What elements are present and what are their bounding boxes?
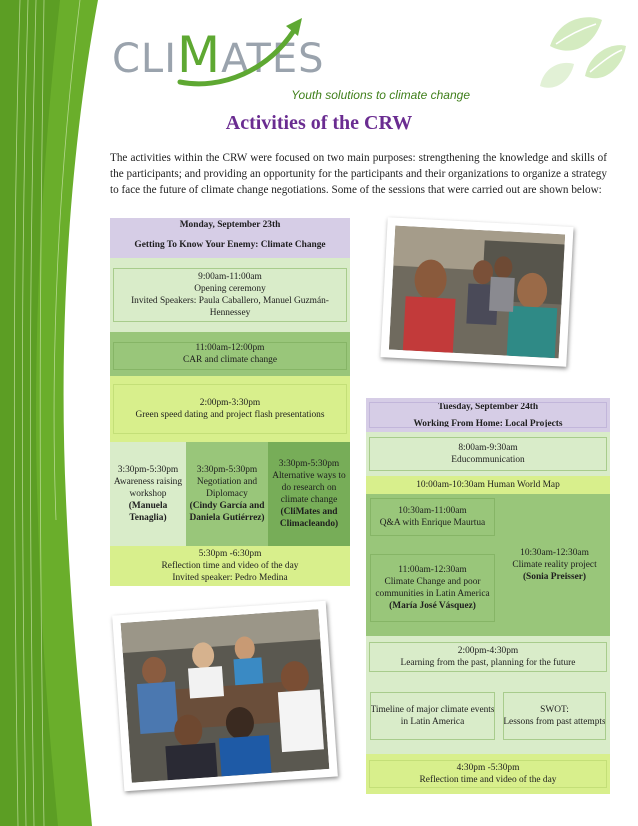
session-title: Q&A with Enrique Maurtua [379, 518, 486, 528]
session-time: 3:30pm-5:30pm [196, 465, 258, 475]
session-title: Reflection time and video of the day [161, 561, 299, 571]
session-presenter: (CliMates and Climacleando) [279, 507, 339, 529]
session-time: 10:30am-12:30am [520, 548, 589, 558]
tagline: Youth solutions to climate change [291, 88, 470, 102]
photo-image [389, 226, 565, 359]
session-time: 9:00am-11:00am [198, 272, 262, 282]
session-speakers: Invited Speakers: Paula Caballero, Manuel Guzmán-Hennessey [131, 296, 329, 318]
session-title: Climate reality project [512, 560, 597, 570]
page-title: Activities of the CRW [225, 112, 413, 134]
logo-part-ates: ATES [221, 36, 325, 82]
cell-border [369, 437, 607, 471]
logo-part-m: M [177, 26, 222, 84]
monday-date: Monday, September 23th [110, 218, 350, 232]
session-time: 2:00pm-4:30pm [457, 646, 519, 656]
cell-border [370, 554, 495, 622]
tuesday-session-learning [366, 636, 610, 678]
cell-border [369, 642, 607, 672]
session-title: CAR and climate change [183, 355, 277, 365]
session-presenter: (Cindy García and Daniela Gutiérrez) [189, 501, 265, 523]
leaves-icon [530, 6, 630, 96]
session-title: SWOT: [540, 705, 569, 715]
cell-border [113, 342, 347, 370]
session-speakers: Invited speaker: Pedro Medina [172, 573, 288, 583]
session-time: 5:30pm -6:30pm [198, 549, 262, 559]
monday-session-speed-dating [110, 376, 350, 442]
session-time: 10:30am-11:00am [398, 506, 467, 516]
session-title: Timeline of major climate events in Latin America [370, 705, 495, 727]
workshop-photo-conversation [380, 217, 573, 367]
session-time: 8:00am-9:30am [458, 443, 518, 453]
session-presenter: (María José Vásquez) [389, 601, 476, 611]
green-ribbon-decoration [0, 0, 110, 826]
session-subtitle: Lessons from past attempts [503, 717, 606, 727]
tuesday-session-poor-communities [366, 540, 499, 636]
tuesday-session-swot [499, 678, 610, 754]
monday-session-car [110, 332, 350, 376]
monday-parallel-awareness [110, 442, 186, 546]
session-time: 11:00am-12:00pm [195, 343, 265, 353]
monday-session-reflection [110, 546, 350, 586]
cell-border [113, 268, 347, 322]
tuesday-date: Tuesday, September 24th [437, 401, 539, 412]
photo-image [121, 609, 330, 782]
cell-border [503, 692, 606, 740]
session-time: 3:30pm-5:30pm [278, 459, 340, 469]
session-presenter: (Manuela Tenaglia) [128, 501, 168, 523]
workshop-photo-group-table [112, 601, 338, 791]
tuesday-session-educommunication [366, 432, 610, 476]
monday-session-opening [110, 258, 350, 332]
session-title: Alternative ways to do research on climate change [272, 471, 346, 505]
tuesday-session-reflection [366, 754, 610, 794]
session-time: 11:00am-12:30am [398, 565, 467, 575]
tuesday-theme: Working From Home: Local Projects [413, 418, 563, 429]
session-time: 4:30pm -5:30pm [456, 763, 520, 773]
session-title: Educommunication [451, 455, 525, 465]
session-title: Climate Change and poor communities in Latin America [375, 577, 490, 599]
intro-paragraph: The activities within the CRW were focused on two main purposes: strengthening the knowledge and skills of the participants; and providing an opportunity for the participants and their organizations to organize a strategy to face the future of climate change negotiations. Some of the sessions that were carried out are shown below: [110, 152, 607, 196]
tuesday-header [366, 398, 610, 432]
cell-border [370, 498, 495, 536]
cell-border [370, 692, 495, 740]
monday-theme: Getting To Know Your Enemy: Climate Change [110, 232, 350, 258]
session-title: Awareness raising workshop [113, 477, 183, 499]
upward-arrow-icon [170, 12, 310, 92]
session-title: Opening ceremony [194, 284, 266, 294]
monday-parallel-research [268, 442, 350, 546]
tuesday-session-climate-reality [499, 494, 610, 636]
tuesday-session-qa [366, 494, 499, 540]
cell-border [113, 384, 347, 434]
logo-part-cli: CLI [112, 36, 178, 82]
session-time: 2:00pm-3:30pm [199, 398, 261, 408]
tuesday-session-world-map: 10:00am-10:30am Human World Map [366, 476, 610, 494]
session-title: Reflection time and video of the day [419, 775, 557, 785]
cell-border [369, 402, 607, 428]
session-time: 3:30pm-5:30pm [117, 465, 179, 475]
cell-border [369, 760, 607, 788]
tuesday-session-timeline [366, 678, 499, 754]
session-title: Negotiation and Diplomacy [196, 477, 258, 499]
monday-parallel-negotiation [186, 442, 268, 546]
session-title: Green speed dating and project flash presentations [135, 410, 325, 420]
session-title: Learning from the past, planning for the future [400, 658, 576, 668]
session-presenter: (Sonia Preisser) [522, 572, 587, 582]
